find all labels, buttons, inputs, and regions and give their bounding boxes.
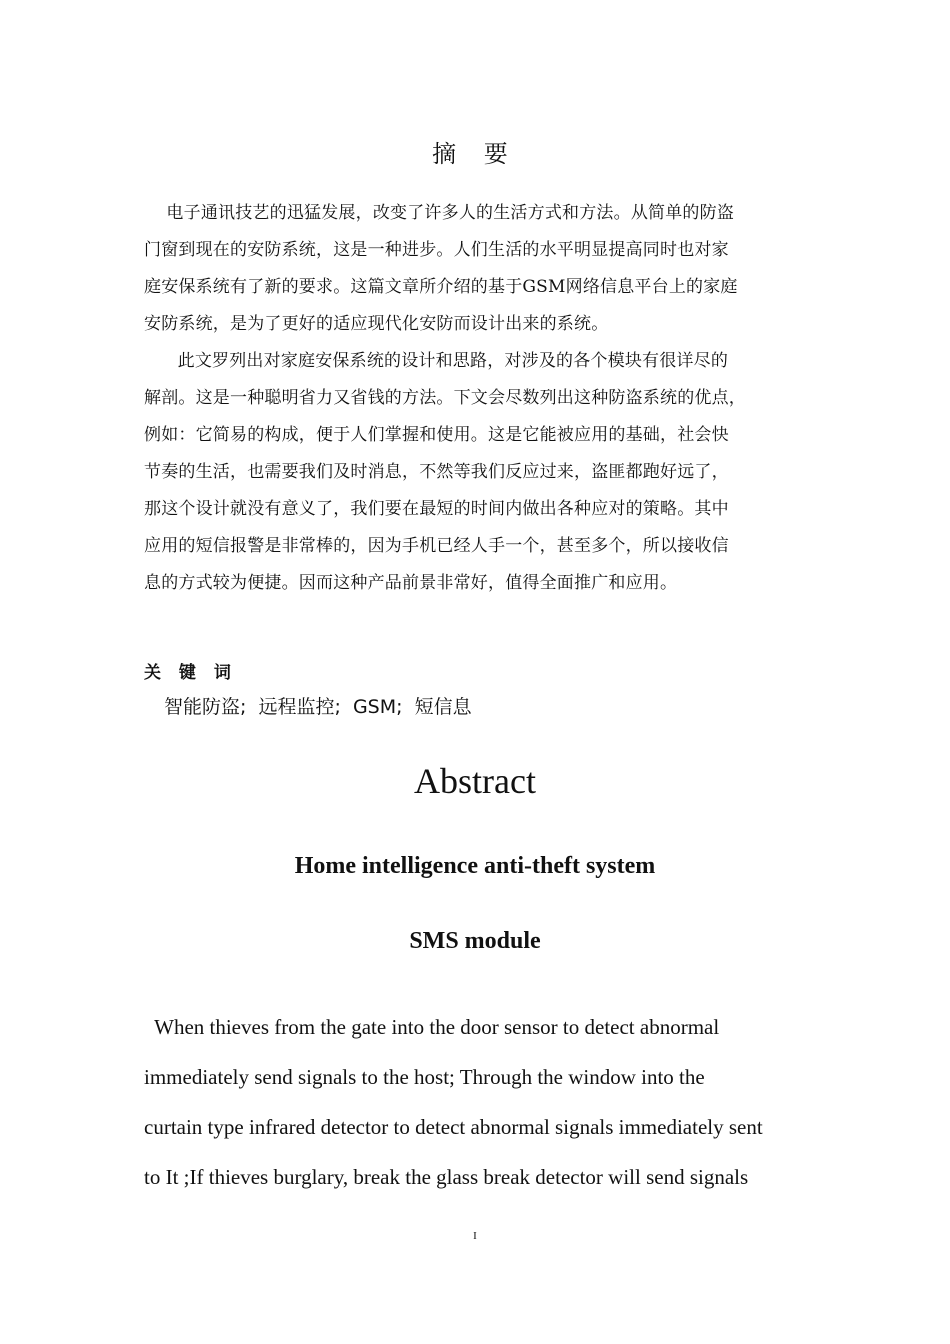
text-line: to It ;If thieves burglary, break the glass break detector will send signals: [144, 1165, 749, 1189]
text-line: 庭安保系统有了新的要求。这篇文章所介绍的基于GSM网络信息平台上的家庭: [144, 277, 738, 297]
text-line: 应用的短信报警是非常棒的，因为手机已经人手一个，甚至多个，所以接收信: [144, 536, 729, 556]
chinese-abstract-paragraph-2: [144, 343, 824, 602]
english-subtitle-system: Home intelligence anti-theft system: [294, 853, 656, 879]
keywords-label: 关 键 词: [144, 663, 237, 683]
text-line: 电子通讯技艺的迅猛发展，改变了许多人的生活方式和方法。从简单的防盗: [144, 203, 735, 223]
english-subtitle-module: SMS module: [409, 928, 541, 954]
text-line: 例如：它简易的构成，便于人们掌握和使用。这是它能被应用的基础，社会快: [144, 425, 729, 445]
text-line: immediately send signals to the host; Through the window into the: [144, 1065, 705, 1089]
text-line: 节奏的生活，也需要我们及时消息，不然等我们反应过来，盗匪都跑好远了，: [144, 462, 729, 482]
text-line: When thieves from the gate into the door sensor to detect abnormal: [144, 1015, 720, 1039]
text-line: 解剖。这是一种聪明省力又省钱的方法。下文会尽数列出这种防盗系统的优点，: [144, 388, 746, 408]
page-number: I: [473, 1230, 477, 1242]
chinese-abstract-paragraph-1: [144, 195, 824, 343]
keywords-list: 智能防盗; 远程监控; GSM; 短信息: [164, 696, 472, 718]
text-line: 此文罗列出对家庭安保系统的设计和思路，对涉及的各个模块有很详尽的: [144, 351, 729, 371]
text-line: 门窗到现在的安防系统，这是一种进步。人们生活的水平明显提高同时也对家: [144, 240, 729, 260]
text-line: 息的方式较为便捷。因而这种产品前景非常好，值得全面推广和应用。: [144, 573, 678, 593]
text-line: 安防系统，是为了更好的适应现代化安防而设计出来的系统。: [144, 314, 609, 334]
chinese-abstract-title: 摘 要: [432, 140, 518, 168]
text-line: curtain type infrared detector to detect abnormal signals immediately sent: [144, 1115, 763, 1139]
english-abstract-title: Abstract: [414, 761, 536, 801]
text-line: 那这个设计就没有意义了，我们要在最短的时间内做出各种应对的策略。其中: [144, 499, 729, 519]
english-abstract-paragraph: [144, 1002, 824, 1202]
